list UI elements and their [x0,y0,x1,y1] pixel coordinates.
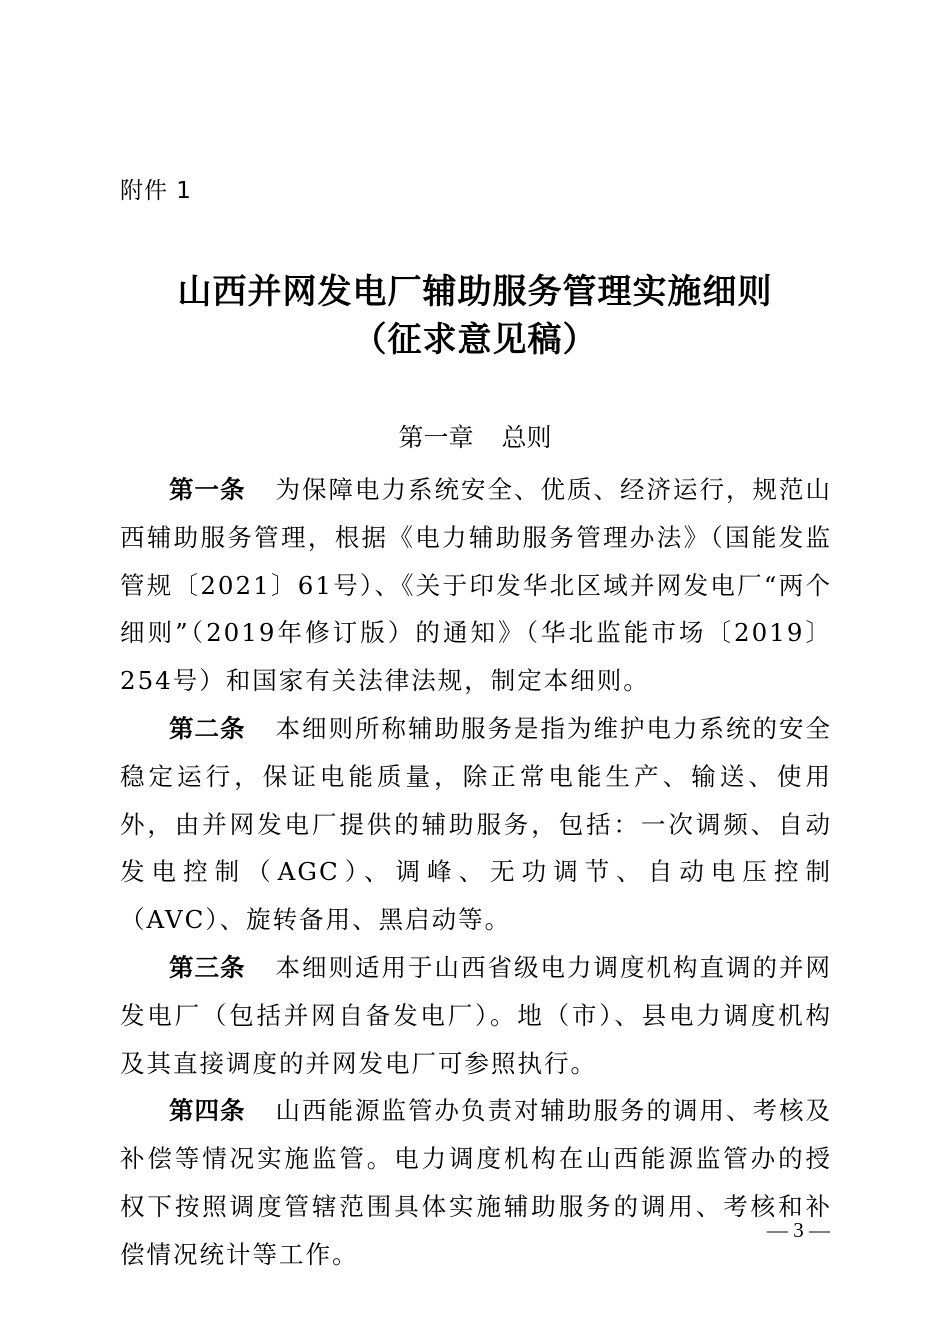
article-number: 第二条 [169,713,246,743]
article-text: 本细则所称辅助服务是指为维护电力系统的安全稳定运行，保证电能质量，除正常电能生产、输送、使用外，由并网发电厂提供的辅助服务，包括：一次调频、自动发电控制（AGC）、调峰、无功调节、自动电压控制（AVC）、旋转备用、黑启动等。 [120,713,832,935]
chapter-heading [0,422,950,454]
article-text: 山西能源监管办负责对辅助服务的调用、考核及补偿等情况实施监管。电力调度机构在山西能源监管办的授权下按照调度管辖范围具体实施辅助服务的调用、考核和补偿情况统计等工作。 [120,1096,832,1269]
article-text: 为保障电力系统安全、优质、经济运行，规范山西辅助服务管理，根据《电力辅助服务管理办法》（国能发监管规〔2021〕61号）、《关于印发华北区域并网发电厂“两个细则”（2019年修订版）的通知》（华北监能市场〔2019〕254号）和国家有关法律法规，制定本细则。 [120,475,832,696]
document-subtitle: （征求意见稿） [352,320,598,360]
article-text: 本细则适用于山西省级电力调度机构直调的并网发电厂（包括并网自备发电厂）。地（市）、县电力调度机构及其直接调度的并网发电厂可参照执行。 [120,952,832,1078]
article-number: 第四条 [169,1096,246,1126]
article-number: 第一条 [169,475,246,504]
document-body [120,466,832,1279]
article-paragraph [120,466,832,705]
document-title: 山西并网发电厂辅助服务管理实施细则 [177,272,773,312]
chapter-number: 第一章 [398,423,474,452]
article-paragraph [120,1087,832,1278]
article-paragraph [120,705,832,944]
article-number: 第三条 [169,952,246,982]
article-paragraph [120,944,832,1087]
chapter-name: 总则 [501,423,552,452]
attachment-label: 附件 1 [120,178,192,204]
page-number: — 3 — [767,1218,830,1242]
